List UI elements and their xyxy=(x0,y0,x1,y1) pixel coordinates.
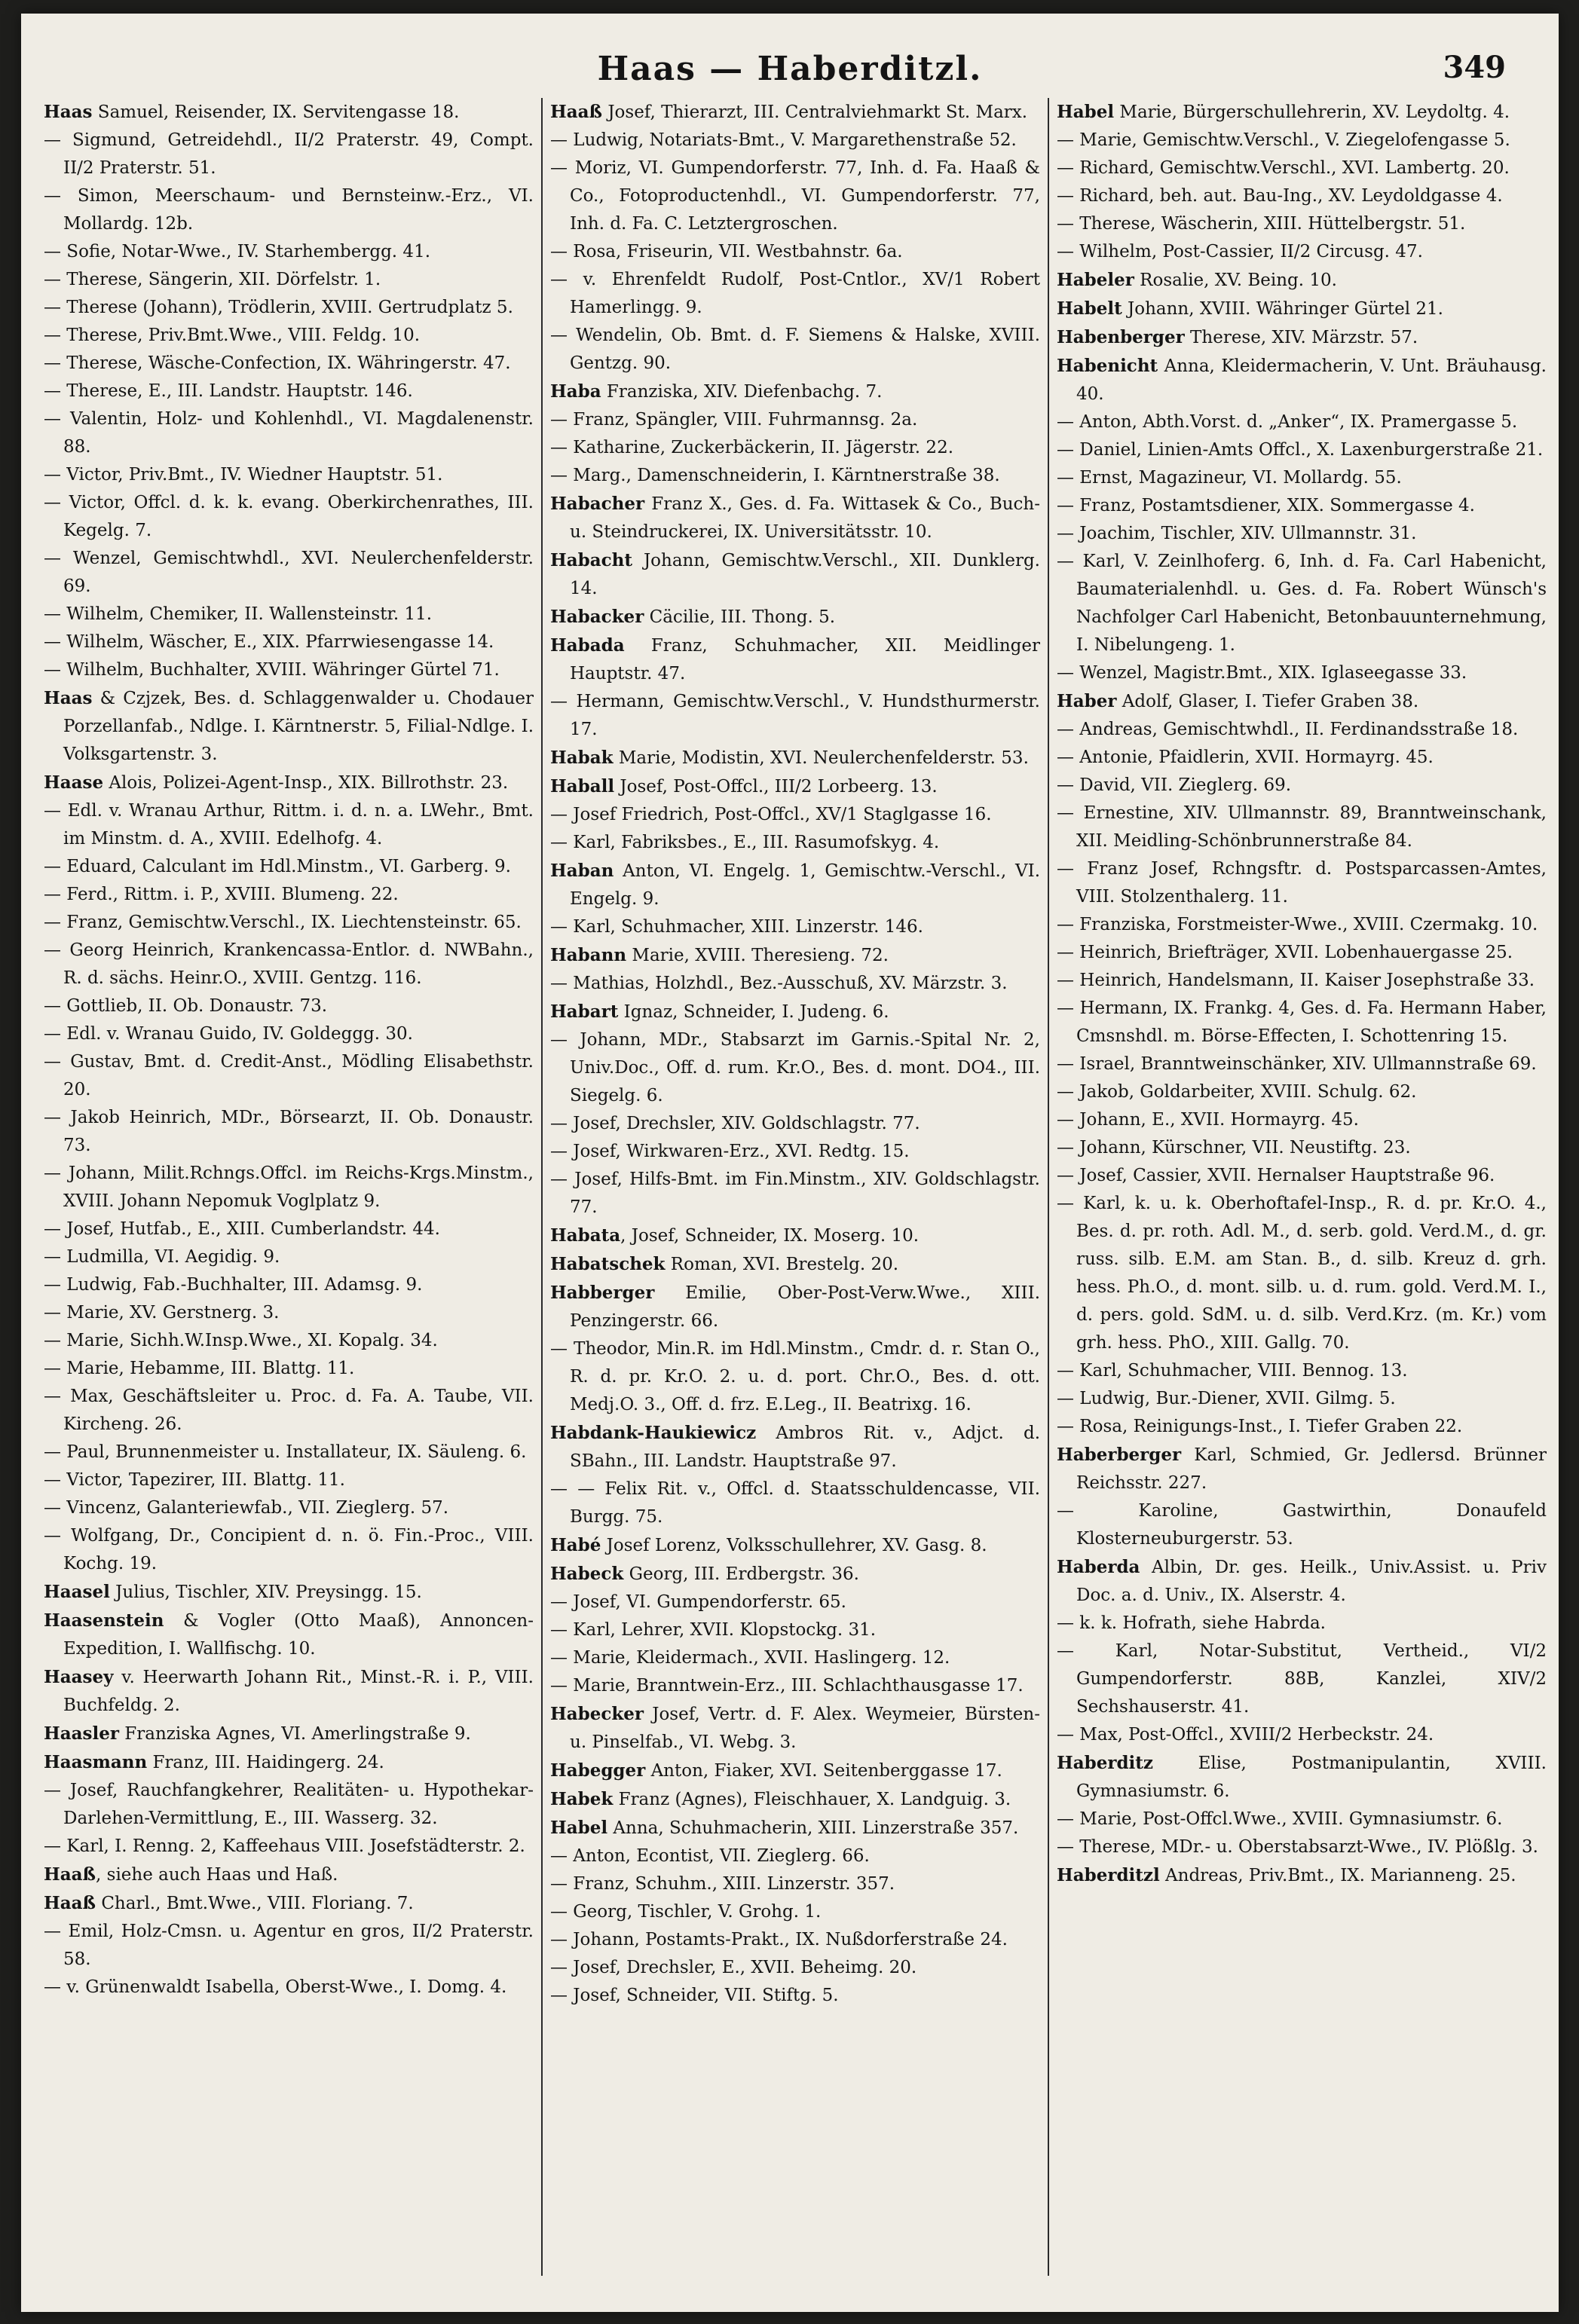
directory-entry: — Josef, Drechsler, E., XVII. Beheimg. 20. xyxy=(550,1958,917,1977)
directory-entry: — Josef, Rauchfangkehrer, Realitäten- u. Hypothekar-Darlehen-Vermittlung, E., III. Wasserg. 32. xyxy=(44,1781,534,1828)
directory-entry: — Max, Post-Offcl., XVIII/2 Herbeckstr. 24. xyxy=(1057,1725,1434,1745)
directory-entry: — Johann, Kürschner, VII. Neustiftg. 23. xyxy=(1057,1138,1411,1157)
column-3 xyxy=(1057,98,1547,2283)
directory-entry: Haasler Franziska Agnes, VI. Amerlingstraße 9. xyxy=(44,1723,471,1744)
directory-entry: — Franziska, Forstmeister-Wwe., XVIII. Czermakg. 10. xyxy=(1057,915,1538,934)
directory-entry: — Karl, Lehrer, XVII. Klopstockg. 31. xyxy=(550,1620,877,1640)
directory-entry: — Wilhelm, Wäscher, E., XIX. Pfarrwiesengasse 14. xyxy=(44,632,494,652)
directory-entry: Haba Franziska, XIV. Diefenbachg. 7. xyxy=(550,381,883,402)
directory-entry: Habenberger Therese, XIV. Märzstr. 57. xyxy=(1057,327,1418,347)
directory-entry: Haball Josef, Post-Offcl., III/2 Lorbeerg. 13. xyxy=(550,776,938,797)
directory-entry: — Edl. v. Wranau Arthur, Rittm. i. d. n. a. LWehr., Bmt. im Minstm. d. A., XVIII. Edelhofg. 4. xyxy=(44,801,534,849)
directory-entry: — Therese, Sängerin, XII. Dörfelstr. 1. xyxy=(44,270,381,289)
directory-entry: — Andreas, Gemischtwhdl., II. Ferdinandsstraße 18. xyxy=(1057,720,1519,739)
directory-entry: — Marie, Kleidermach., XVII. Haslingerg. 12. xyxy=(550,1648,950,1668)
directory-entry: — Marie, Post-Offcl.Wwe., XVIII. Gymnasiumstr. 6. xyxy=(1057,1809,1503,1829)
directory-entry: — Victor, Tapezirer, III. Blattg. 11. xyxy=(44,1470,345,1490)
directory-entry: Habatschek Roman, XVI. Brestelg. 20. xyxy=(550,1254,899,1274)
column-1 xyxy=(44,98,534,2283)
directory-entry: Habberger Emilie, Ober-Post-Verw.Wwe., XIII. Penzingerstr. 66. xyxy=(550,1283,1040,1331)
directory-entry: — Marie, Gemischtw.Verschl., V. Ziegelofengasse 5. xyxy=(1057,130,1510,150)
directory-entry: Habelt Johann, XVIII. Währinger Gürtel 21. xyxy=(1057,298,1443,319)
directory-entry: Haberditz Elise, Postmanipulantin, XVIII. Gymnasiumstr. 6. xyxy=(1057,1753,1547,1801)
directory-entry: — Hermann, IX. Frankg. 4, Ges. d. Fa. Hermann Haber, Cmsnshdl. m. Börse-Effecten, I. Schottenring 15. xyxy=(1057,998,1547,1046)
directory-entry: Haber Adolf, Glaser, I. Tiefer Graben 38. xyxy=(1057,691,1419,711)
directory-entry: — Josef, Schneider, VII. Stiftg. 5. xyxy=(550,1986,839,2005)
directory-entry: Habegger Anton, Fiaker, XVI. Seitenberggasse 17. xyxy=(550,1760,1002,1781)
directory-entry: Haaß Charl., Bmt.Wwe., VIII. Floriang. 7. xyxy=(44,1893,414,1913)
directory-entry: — Wenzel, Gemischtwhdl., XVI. Neulerchenfelderstr. 69. xyxy=(44,549,534,596)
directory-entry: Haban Anton, VI. Engelg. 1, Gemischtw.-Verschl., VI. Engelg. 9. xyxy=(550,861,1040,909)
directory-entry: — Karl, Fabriksbes., E., III. Rasumofskyg. 4. xyxy=(550,833,940,852)
directory-entry: — Johann, Milit.Rchngs.Offcl. im Reichs-Krgs.Minstm., XVIII. Johann Nepomuk Voglplatz 9. xyxy=(44,1164,534,1211)
directory-entry: Habeck Georg, III. Erdbergstr. 36. xyxy=(550,1564,859,1584)
directory-entry: — Karoline, Gastwirthin, Donaufeld Klosterneuburgerstr. 53. xyxy=(1057,1501,1547,1549)
directory-entry: — Ludwig, Fab.-Buchhalter, III. Adamsg. 9. xyxy=(44,1275,423,1295)
directory-entry: Haasenstein & Vogler (Otto Maaß), Annoncen-Expedition, I. Wallfischg. 10. xyxy=(44,1610,534,1659)
directory-entry: — Ludwig, Notariats-Bmt., V. Margarethenstraße 52. xyxy=(550,130,1017,150)
directory-entry: — Marie, Hebamme, III. Blattg. 11. xyxy=(44,1359,355,1378)
directory-entry: — Katharine, Zuckerbäckerin, II. Jägerstr. 22. xyxy=(550,438,954,457)
directory-entry: — Wilhelm, Chemiker, II. Wallensteinstr. 11. xyxy=(44,604,433,624)
directory-entry: — Johann, E., XVII. Hormayrg. 45. xyxy=(1057,1110,1359,1130)
directory-entry: — David, VII. Zieglerg. 69. xyxy=(1057,775,1292,795)
directory-entry: Habel Anna, Schuhmacherin, XIII. Linzerstraße 357. xyxy=(550,1818,1019,1838)
directory-entry: — Therese (Johann), Trödlerin, XVIII. Gertrudplatz 5. xyxy=(44,298,513,317)
directory-entry: — Edl. v. Wranau Guido, IV. Goldeggg. 30. xyxy=(44,1024,413,1044)
directory-entry: — Karl, V. Zeinlhoferg. 6, Inh. d. Fa. Carl Habenicht, Baumaterialenhdl. u. Ges. d. Fa. Robert Wünsch's Nachfolger Carl Habenicht, Betonbauunternehmung, I. Nibelungeng. 1. xyxy=(1057,552,1547,655)
directory-entry: — Karl, I. Renng. 2, Kaffeehaus VIII. Josefstädterstr. 2. xyxy=(44,1836,525,1856)
directory-entry: Habak Marie, Modistin, XVI. Neulerchenfelderstr. 53. xyxy=(550,748,1029,768)
directory-entry: — Marie, Branntwein-Erz., III. Schlachthausgasse 17. xyxy=(550,1676,1024,1696)
directory-entry: — Josef, VI. Gumpendorferstr. 65. xyxy=(550,1592,846,1612)
page-title: Haas — Haberditzl. xyxy=(597,50,983,88)
directory-entry: — Richard, Gemischtw.Verschl., XVI. Lambertg. 20. xyxy=(1057,158,1510,178)
directory-entry: — Israel, Branntweinschänker, XIV. Ullmannstraße 69. xyxy=(1057,1054,1537,1074)
directory-entry: — Richard, beh. aut. Bau-Ing., XV. Leydoldgasse 4. xyxy=(1057,186,1503,206)
directory-entry: — Theodor, Min.R. im Hdl.Minstm., Cmdr. d. r. Stan O., R. d. pr. Kr.O. 2. u. d. port. Chr.O., Bes. d. ott. Medj.O. 3., Off. d. frz. E.Leg., II. Beatrixg. 16. xyxy=(550,1339,1040,1414)
directory-entry: — v. Grünenwaldt Isabella, Oberst-Wwe., I. Domg. 4. xyxy=(44,1977,507,1997)
directory-entry: — Josef, Hilfs-Bmt. im Fin.Minstm., XIV. Goldschlagstr. 77. xyxy=(550,1170,1040,1217)
directory-entry: — Josef, Hutfab., E., XIII. Cumberlandstr. 44. xyxy=(44,1219,440,1239)
directory-entry: Haaß Josef, Thierarzt, III. Centralviehmarkt St. Marx. xyxy=(550,102,1028,122)
directory-entry: — v. Ehrenfeldt Rudolf, Post-Cntlor., XV/1 Robert Hamerlingg. 9. xyxy=(550,270,1040,317)
directory-entry: — Josef, Drechsler, XIV. Goldschlagstr. 77. xyxy=(550,1114,920,1133)
page-header xyxy=(51,36,1529,96)
directory-entry: — Therese, E., III. Landstr. Hauptstr. 146. xyxy=(44,381,413,401)
directory-entry: — Marie, Sichh.W.Insp.Wwe., XI. Kopalg. 34. xyxy=(44,1331,438,1350)
directory-entry: — Eduard, Calculant im Hdl.Minstm., VI. Garberg. 9. xyxy=(44,857,511,876)
directory-entry: — Sigmund, Getreidehdl., II/2 Praterstr. 49, Compt. II/2 Praterstr. 51. xyxy=(44,130,534,178)
directory-entry: — Hermann, Gemischtw.Verschl., V. Hundsthurmerstr. 17. xyxy=(550,692,1040,739)
directory-entry: — Therese, Priv.Bmt.Wwe., VIII. Feldg. 10. xyxy=(44,326,421,345)
directory-entry: — Franz Josef, Rchngsftr. d. Postsparcassen-Amtes, VIII. Stolzenthalerg. 11. xyxy=(1057,859,1547,907)
directory-entry: — Karl, Notar-Substitut, Vertheid., VI/2 Gumpendorferstr. 88B, Kanzlei, XIV/2 Sechshauserstr. 41. xyxy=(1057,1641,1547,1717)
directory-entry: — Franz, Schuhm., XIII. Linzerstr. 357. xyxy=(550,1874,895,1894)
directory-entry: — Johann, Postamts-Prakt., IX. Nußdorferstraße 24. xyxy=(550,1930,1008,1949)
directory-entry: Habann Marie, XVIII. Theresieng. 72. xyxy=(550,945,889,965)
directory-entry: — Emil, Holz-Cmsn. u. Agentur en gros, II/2 Praterstr. 58. xyxy=(44,1922,534,1969)
directory-entry: Haas & Czjzek, Bes. d. Schlaggenwalder u. Chodauer Porzellanfab., Ndlge. I. Kärntnerstr. 5, Filial-Ndlge. I. Volksgartenstr. 3. xyxy=(44,688,534,764)
directory-entry: — Heinrich, Briefträger, XVII. Lobenhauergasse 25. xyxy=(1057,943,1513,962)
directory-entry: — Wilhelm, Post-Cassier, II/2 Circusg. 47. xyxy=(1057,242,1423,261)
directory-entry: — Therese, Wäsche-Confection, IX. Währingerstr. 47. xyxy=(44,353,511,373)
directory-entry: — Franz, Spängler, VIII. Fuhrmannsg. 2a. xyxy=(550,410,918,430)
directory-entry: — Wolfgang, Dr., Concipient d. n. ö. Fin.-Proc., VIII. Kochg. 19. xyxy=(44,1526,534,1573)
directory-entry: Haasel Julius, Tischler, XIV. Preysingg. 15. xyxy=(44,1582,422,1602)
page-number: 349 xyxy=(1443,50,1506,85)
directory-entry: — Rosa, Reinigungs-Inst., I. Tiefer Graben 22. xyxy=(1057,1417,1463,1436)
directory-entry: — Franz, Gemischtw.Verschl., IX. Liechtensteinstr. 65. xyxy=(44,913,522,932)
directory-entry: Habdank-Haukiewicz Ambros Rit. v., Adjct. d. SBahn., III. Landstr. Hauptstraße 97. xyxy=(550,1423,1040,1471)
directory-entry: Habek Franz (Agnes), Fleischhauer, X. Landguig. 3. xyxy=(550,1789,1011,1809)
directory-entry: — Georg Heinrich, Krankencassa-Entlor. d. NWBahn., R. d. sächs. Heinr.O., XVIII. Gentzg. 116. xyxy=(44,940,534,988)
directory-entry: — Ernst, Magazineur, VI. Mollardg. 55. xyxy=(1057,468,1402,488)
directory-entry: — Sofie, Notar-Wwe., IV. Starhembergg. 41. xyxy=(44,242,431,261)
directory-entry: — Ludmilla, VI. Aegidig. 9. xyxy=(44,1247,280,1267)
directory-entry: — Karl, k. u. k. Oberhoftafel-Insp., R. d. pr. Kr.O. 4., Bes. d. pr. roth. Adl. M., d. serb. gold. Verd.M., d. gr. russ. silb. E.M. am Stan. B., d. silb. Kreuz d. grh. hess. Ph.O., d. mont. silb. u. d. rum. gold. Verd.M. I., d. pers. gold. SdM. u. d. silb. Verd.Krz. (m. Kr.) vom grh. hess. PhO., XIII. Gallg. 70. xyxy=(1057,1194,1547,1353)
directory-entry: — Anton, Econtist, VII. Zieglerg. 66. xyxy=(550,1846,870,1866)
directory-entry: Habacher Franz X., Ges. d. Fa. Wittasek & Co., Buch- u. Steindruckerei, IX. Universitätsstr. 10. xyxy=(550,494,1040,542)
directory-entry: — Victor, Offcl. d. k. k. evang. Oberkirchenrathes, III. Kegelg. 7. xyxy=(44,493,534,540)
directory-entry: Habart Ignaz, Schneider, I. Judeng. 6. xyxy=(550,1001,889,1022)
directory-entry: — Marg., Damenschneiderin, I. Kärntnerstraße 38. xyxy=(550,466,1000,485)
directory-entry: — Anton, Abth.Vorst. d. „Anker“, IX. Pramergasse 5. xyxy=(1057,412,1518,432)
column-divider xyxy=(541,98,543,2276)
directory-entry: Habeler Rosalie, XV. Being. 10. xyxy=(1057,270,1337,290)
directory-entry: — Therese, Wäscherin, XIII. Hüttelbergstr. 51. xyxy=(1057,214,1466,234)
directory-entry: — Ferd., Rittm. i. P., XVIII. Blumeng. 22. xyxy=(44,885,399,904)
directory-entry: Habenicht Anna, Kleidermacherin, V. Unt. Bräuhausg. 40. xyxy=(1057,356,1547,404)
directory-entry: — Josef, Cassier, XVII. Hernalser Hauptstraße 96. xyxy=(1057,1166,1495,1185)
directory-entry: — Ludwig, Bur.-Diener, XVII. Gilmg. 5. xyxy=(1057,1389,1396,1408)
directory-entry: — Wenzel, Magistr.Bmt., XIX. Iglaseegasse 33. xyxy=(1057,663,1467,683)
directory-entry: Habel Marie, Bürgerschullehrerin, XV. Leydoltg. 4. xyxy=(1057,102,1510,122)
directory-entry: — Gustav, Bmt. d. Credit-Anst., Mödling Elisabethstr. 20. xyxy=(44,1052,534,1099)
directory-entry: — Moriz, VI. Gumpendorferstr. 77, Inh. d. Fa. Haaß & Co., Fotoproductenhdl., VI. Gumpendorferstr. 77, Inh. d. Fa. C. Letztergroschen. xyxy=(550,158,1040,234)
column-divider xyxy=(1048,98,1049,2276)
directory-entry: Haberditzl Andreas, Priv.Bmt., IX. Marianneng. 25. xyxy=(1057,1865,1516,1885)
directory-entry: — Simon, Meerschaum- und Bernsteinw.-Erz., VI. Mollardg. 12b. xyxy=(44,186,534,234)
directory-entry: — Wilhelm, Buchhalter, XVIII. Währinger Gürtel 71. xyxy=(44,660,500,680)
directory-entry: Haberda Albin, Dr. ges. Heilk., Univ.Assist. u. Priv Doc. a. d. Univ., IX. Alserstr. 4. xyxy=(1057,1557,1547,1605)
directory-entry: — Josef, Wirkwaren-Erz., XVI. Redtg. 15. xyxy=(550,1142,910,1161)
directory-entry: Habacht Johann, Gemischtw.Verschl., XII. Dunklerg. 14. xyxy=(550,550,1040,598)
directory-entry: Habé Josef Lorenz, Volksschullehrer, XV. Gasg. 8. xyxy=(550,1535,987,1555)
directory-entry: Haas Samuel, Reisender, IX. Servitengasse 18. xyxy=(44,102,460,122)
directory-entry: Habata, Josef, Schneider, IX. Moserg. 10. xyxy=(550,1225,920,1246)
directory-entry: — Georg, Tischler, V. Grohg. 1. xyxy=(550,1902,822,1922)
directory-entry: — Valentin, Holz- und Kohlenhdl., VI. Magdalenenstr. 88. xyxy=(44,409,534,457)
directory-entry: — Paul, Brunnenmeister u. Installateur, IX. Säuleng. 6. xyxy=(44,1442,527,1462)
directory-entry: — Joachim, Tischler, XIV. Ullmannstr. 31. xyxy=(1057,524,1417,543)
directory-entry: — Gottlieb, II. Ob. Donaustr. 73. xyxy=(44,996,328,1016)
directory-entry: — Daniel, Linien-Amts Offcl., X. Laxenburgerstraße 21. xyxy=(1057,440,1544,460)
directory-entry: Habecker Josef, Vertr. d. F. Alex. Weymeier, Bürsten- u. Pinselfab., VI. Webg. 3. xyxy=(550,1704,1040,1752)
directory-entry: — Karl, Schuhmacher, XIII. Linzerstr. 146. xyxy=(550,917,923,937)
directory-entry: — Antonie, Pfaidlerin, XVII. Hormayrg. 45. xyxy=(1057,748,1434,767)
directory-entry: Habacker Cäcilie, III. Thong. 5. xyxy=(550,607,836,627)
directory-entry: — Wendelin, Ob. Bmt. d. F. Siemens & Halske, XVIII. Gentzg. 90. xyxy=(550,326,1040,373)
directory-entry: — Rosa, Friseurin, VII. Westbahnstr. 6a. xyxy=(550,242,903,261)
directory-entry: — Josef Friedrich, Post-Offcl., XV/1 Staglgasse 16. xyxy=(550,805,992,824)
directory-entry: — Franz, Postamtsdiener, XIX. Sommergasse 4. xyxy=(1057,496,1475,515)
directory-entry: — Mathias, Holzhdl., Bez.-Ausschuß, XV. Märzstr. 3. xyxy=(550,974,1008,993)
directory-entry: — Heinrich, Handelsmann, II. Kaiser Josephstraße 33. xyxy=(1057,971,1535,990)
directory-entry: Haasey v. Heerwarth Johann Rit., Minst.-R. i. P., VIII. Buchfeldg. 2. xyxy=(44,1667,534,1715)
directory-entry: — Therese, MDr.- u. Oberstabsarzt-Wwe., IV. Plößlg. 3. xyxy=(1057,1837,1538,1857)
directory-entry: — Jakob, Goldarbeiter, XVIII. Schulg. 62. xyxy=(1057,1082,1417,1102)
directory-entry: Haase Alois, Polizei-Agent-Insp., XIX. Billrothstr. 23. xyxy=(44,772,509,793)
column-2 xyxy=(550,98,1040,2283)
directory-page xyxy=(21,14,1559,2312)
directory-entry: — Marie, XV. Gerstnerg. 3. xyxy=(44,1303,280,1323)
directory-entry: Haberberger Karl, Schmied, Gr. Jedlersd. Brünner Reichsstr. 227. xyxy=(1057,1445,1547,1493)
directory-entry: — Jakob Heinrich, MDr., Börsearzt, II. Ob. Donaustr. 73. xyxy=(44,1108,534,1155)
directory-entry: — k. k. Hofrath, siehe Habrda. xyxy=(1057,1613,1326,1633)
directory-entry: — Victor, Priv.Bmt., IV. Wiedner Hauptstr. 51. xyxy=(44,465,443,485)
directory-entry: — — Felix Rit. v., Offcl. d. Staatsschuldencasse, VII. Burgg. 75. xyxy=(550,1479,1040,1527)
directory-entry: — Karl, Schuhmacher, VIII. Bennog. 13. xyxy=(1057,1361,1408,1381)
directory-entry: — Max, Geschäftsleiter u. Proc. d. Fa. A. Taube, VII. Kircheng. 26. xyxy=(44,1387,534,1434)
directory-entry: — Johann, MDr., Stabsarzt im Garnis.-Spital Nr. 2, Univ.Doc., Off. d. rum. Kr.O., Bes. d. mont. DO4., III. Siegelg. 6. xyxy=(550,1030,1040,1105)
directory-entry: — Ernestine, XIV. Ullmannstr. 89, Branntweinschank, XII. Meidling-Schönbrunnerstraße 84. xyxy=(1057,803,1547,851)
directory-entry: Haaß, siehe auch Haas und Haß. xyxy=(44,1864,338,1885)
directory-entry: — Vincenz, Galanteriewfab., VII. Zieglerg. 57. xyxy=(44,1498,449,1518)
directory-entry: Haasmann Franz, III. Haidingerg. 24. xyxy=(44,1752,384,1772)
directory-entry: Habada Franz, Schuhmacher, XII. Meidlinger Hauptstr. 47. xyxy=(550,635,1040,683)
